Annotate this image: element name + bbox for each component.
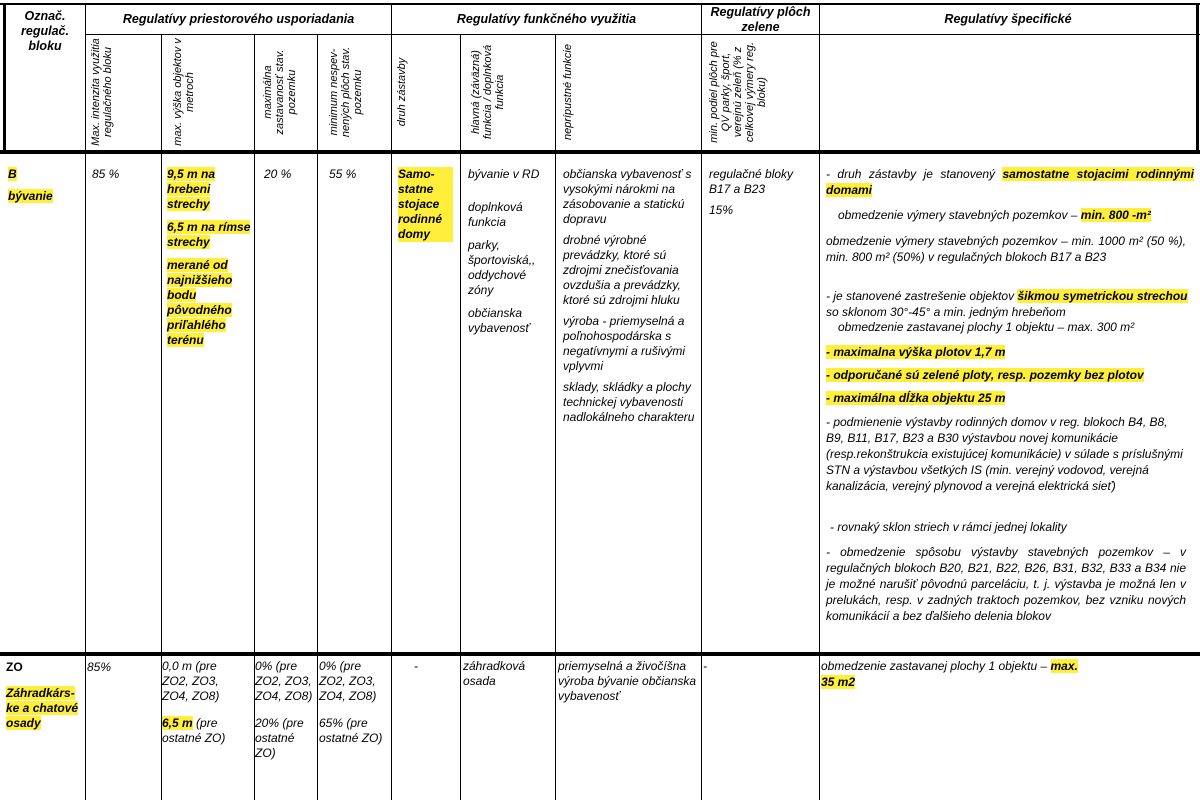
row-b-spec-10: - rovnaký sklon striech v rámci jednej lokality (830, 520, 1067, 534)
row-b-spec-1-highlight: samostatne stojacimi rodinnými domami (826, 167, 1194, 197)
row-b-spec-4 (826, 288, 1190, 320)
grid-v7 (555, 34, 556, 800)
grid-left (3, 3, 6, 153)
row-b-spec-4-highlight: šikmou symetrickou strechou (1017, 289, 1188, 303)
subheader-coverage: maximálna zastavanosť stav. pozemku (262, 49, 298, 135)
row-b-green-1: regulačné bloky B17 a B23 (709, 167, 794, 196)
row-b-spec-1-text: - druh zástavby je stanovený (826, 167, 996, 181)
row-zo-intensity: 85% (87, 660, 112, 674)
grid-v5 (391, 3, 392, 800)
subheader-intensity: Max. intenzita využitia regulačného bloku (90, 38, 114, 146)
row-b-spec-8-text: - maximálna dĺžka objektu 25 m (826, 391, 1006, 405)
row-b-spec-3: obmedzenie výmery stavebných pozemkov – min. 1000 m² (50 %), min. 800 m² (50%) v regulačných blokoch B17 a B23 (826, 234, 1186, 264)
header-block-code: Označ. regulač. bloku (21, 9, 69, 53)
row-b-unpaved: 55 % (329, 167, 357, 181)
row-b-spec-5: obmedzenie zastavanej plochy 1 objektu – max. 300 m² (838, 320, 1135, 334)
row-zo-unpaved-1: 0% (pre ZO2, ZO3, ZO4, ZO8) (319, 659, 377, 703)
subheader-green: min. podiel plôch pre QV parky, šport, verejnú zeleň (% z celkovej výmery reg. bloku) (708, 41, 768, 143)
row-b-main-3: parky, športoviská,, oddychové zóny (468, 238, 536, 297)
row-b-code-text: B (8, 167, 17, 181)
row-zo-unpaved (319, 659, 389, 746)
grid-v4 (317, 34, 318, 800)
row-zo-spec-highlight: max. 35 m2 (821, 659, 1078, 689)
row-b-spec-6-text: - maximalna výška plotov 1,7 m (826, 345, 1006, 359)
row-zo-coverage-1: 0% (pre ZO2, ZO3, ZO4, ZO8) (255, 659, 313, 703)
grid-right (1196, 3, 1199, 153)
row-b-forb-3: výroba - priemyselná a poľnohospodárska s negatívnymi a rušivými vplyvmi (563, 314, 686, 373)
row-zo-coverage-2: 20% (pre ostatné ZO) (255, 716, 304, 760)
row-zo-type: - (414, 659, 418, 673)
row-zo-main: záhradková osada (463, 659, 526, 688)
row-b-type (398, 167, 453, 242)
row-b-height-eaves: 6,5 m na rímse strechy (167, 220, 251, 249)
row-zo-forbidden: priemyselná a živočíšna výroba bývanie občianska vybavenosť (558, 659, 697, 703)
row-b-name (8, 189, 53, 204)
row-b-type-text: Samo- statne stojace rodinné domy (398, 167, 453, 242)
header-bottom-rule (0, 150, 1200, 154)
grid-v6 (460, 34, 461, 800)
row-zo-unpaved-2: 65% (pre ostatné ZO) (319, 716, 383, 745)
row-b-spec-8 (826, 390, 1005, 406)
row-b-name-text: bývanie (8, 189, 53, 203)
row-separator (0, 652, 1200, 656)
row-zo-green: - (703, 659, 707, 673)
subheader-forbidden: neprípustné funkcie (562, 44, 574, 141)
row-b-green (709, 167, 815, 218)
row-zo-code: ZO (6, 660, 23, 674)
row-b-code (8, 167, 17, 182)
top-border (0, 3, 1200, 5)
subheader-type: druh zástavby (396, 57, 408, 127)
row-b-intensity: 85 % (92, 167, 120, 181)
row-b-green-2: 15% (709, 203, 734, 217)
row-b-main-4: občianska vybavenosť (468, 306, 530, 335)
row-b-spec-2-text: obmedzenie výmery stavebných pozemkov – (838, 208, 1078, 222)
subheader-height: max. výška objektov v metroch (172, 38, 196, 146)
row-b-main-1: bývanie v RD (468, 167, 540, 181)
row-zo-height-2-note: (pre ostatné ZO) (162, 716, 226, 745)
row-b-forb-2: drobné výrobné prevádzky, ktoré sú zdrojmi znečisťovania ovzdušia a prevádzky, ktoré sú zdrojmi hluku (563, 233, 681, 307)
row-b-spec-6 (826, 344, 1005, 360)
subheader-main: hlavná (záväzná) funkcia / doplnková funkcia (470, 44, 506, 140)
row-b-height-measured: merané od najnižšieho bodu pôvodného priľahlého terénu (167, 258, 233, 347)
row-b-spec-9: - podmienenie výstavby rodinných domov v reg. blokoch B4, B8, B9, B11, B17, B23 a B30 výstavbou novej komunikácie (resp.rekonštrukcia existujúcej komunikácie) v súlade s príslušnými STN a výstavbou všetkých IS (min. verejný vodovod, verejná kanalizácia, verejný plynovod a verejná elektrická sieť) (826, 415, 1183, 493)
row-zo-height-2-value: 6,5 m (162, 716, 193, 730)
header-functional: Regulatívy funkčného využitia (456, 12, 637, 26)
row-b-spec-4-text: - je stanovené zastrešenie objektov (826, 289, 1015, 303)
grid-v9 (819, 3, 820, 800)
row-b-forbidden (563, 167, 698, 425)
row-b-spec-4-tail: so sklonom 30°-45° a min. jedným hrebeňom (826, 305, 1066, 319)
row-zo-name (6, 686, 84, 731)
row-b-spec-7 (826, 367, 1144, 383)
row-b-spec-11: - obmedzenie spôsobu výstavby stavebných pozemkov – v regulačných blokoch B20, B21, B22, B26, B31, B32, B33 a B34 nie je možné narušiť pôvodnú parceláciu, t. j. výstavba je možná len v prelukách, resp. v zadných traktoch pozemkov, bez vzniku nových komunikácií a bez ďalšieho delenia blokov (826, 545, 1186, 623)
header-specific: Regulatívy špecifické (944, 12, 1072, 26)
row-b-height (167, 167, 253, 348)
row-b-spec-7-text: - odporučané sú zelené ploty, resp. pozemky bez plotov (826, 368, 1144, 382)
grid-v1 (85, 3, 86, 800)
row-zo-height (162, 659, 242, 746)
row-b-spec-1 (826, 166, 1194, 198)
row-zo-name-text: Záhradkárs- ke a chatové osady (6, 686, 79, 730)
row-b-forb-1: občianska vybavenosť s vysokými nárokmi na zásobovanie a statickú dopravu (563, 167, 692, 226)
row-b-height-ridge: 9,5 m na hrebeni strechy (167, 167, 216, 211)
header-spatial: Regulatívy priestorového usporiadania (122, 12, 355, 26)
row-zo-spec-text: obmedzenie zastavanej plochy 1 objektu – (821, 659, 1048, 673)
row-b-main (468, 167, 552, 336)
row-b-spec-2-highlight: min. 800 -m² (1080, 208, 1151, 222)
row-b-main-2: doplnková funkcia (468, 200, 523, 229)
header-green: Regulatívy plôch zelene (710, 5, 811, 34)
subheader-unpaved: minimum nespev- nených plôch stav. pozemku (328, 46, 364, 138)
row-b-forb-4: sklady, skládky a plochy technickej vybavenosti nadlokálneho charakteru (563, 380, 695, 424)
row-b-spec-2 (838, 207, 1194, 223)
group-header-rule (85, 34, 1200, 35)
grid-v8 (701, 3, 702, 800)
row-zo-spec (821, 658, 1081, 690)
row-zo-height-1: 0,0 m (pre ZO2, ZO3, ZO4, ZO8) (162, 659, 220, 703)
row-b-coverage: 20 % (264, 167, 292, 181)
row-zo-coverage (255, 659, 315, 761)
row-zo-height-2 (162, 716, 242, 746)
